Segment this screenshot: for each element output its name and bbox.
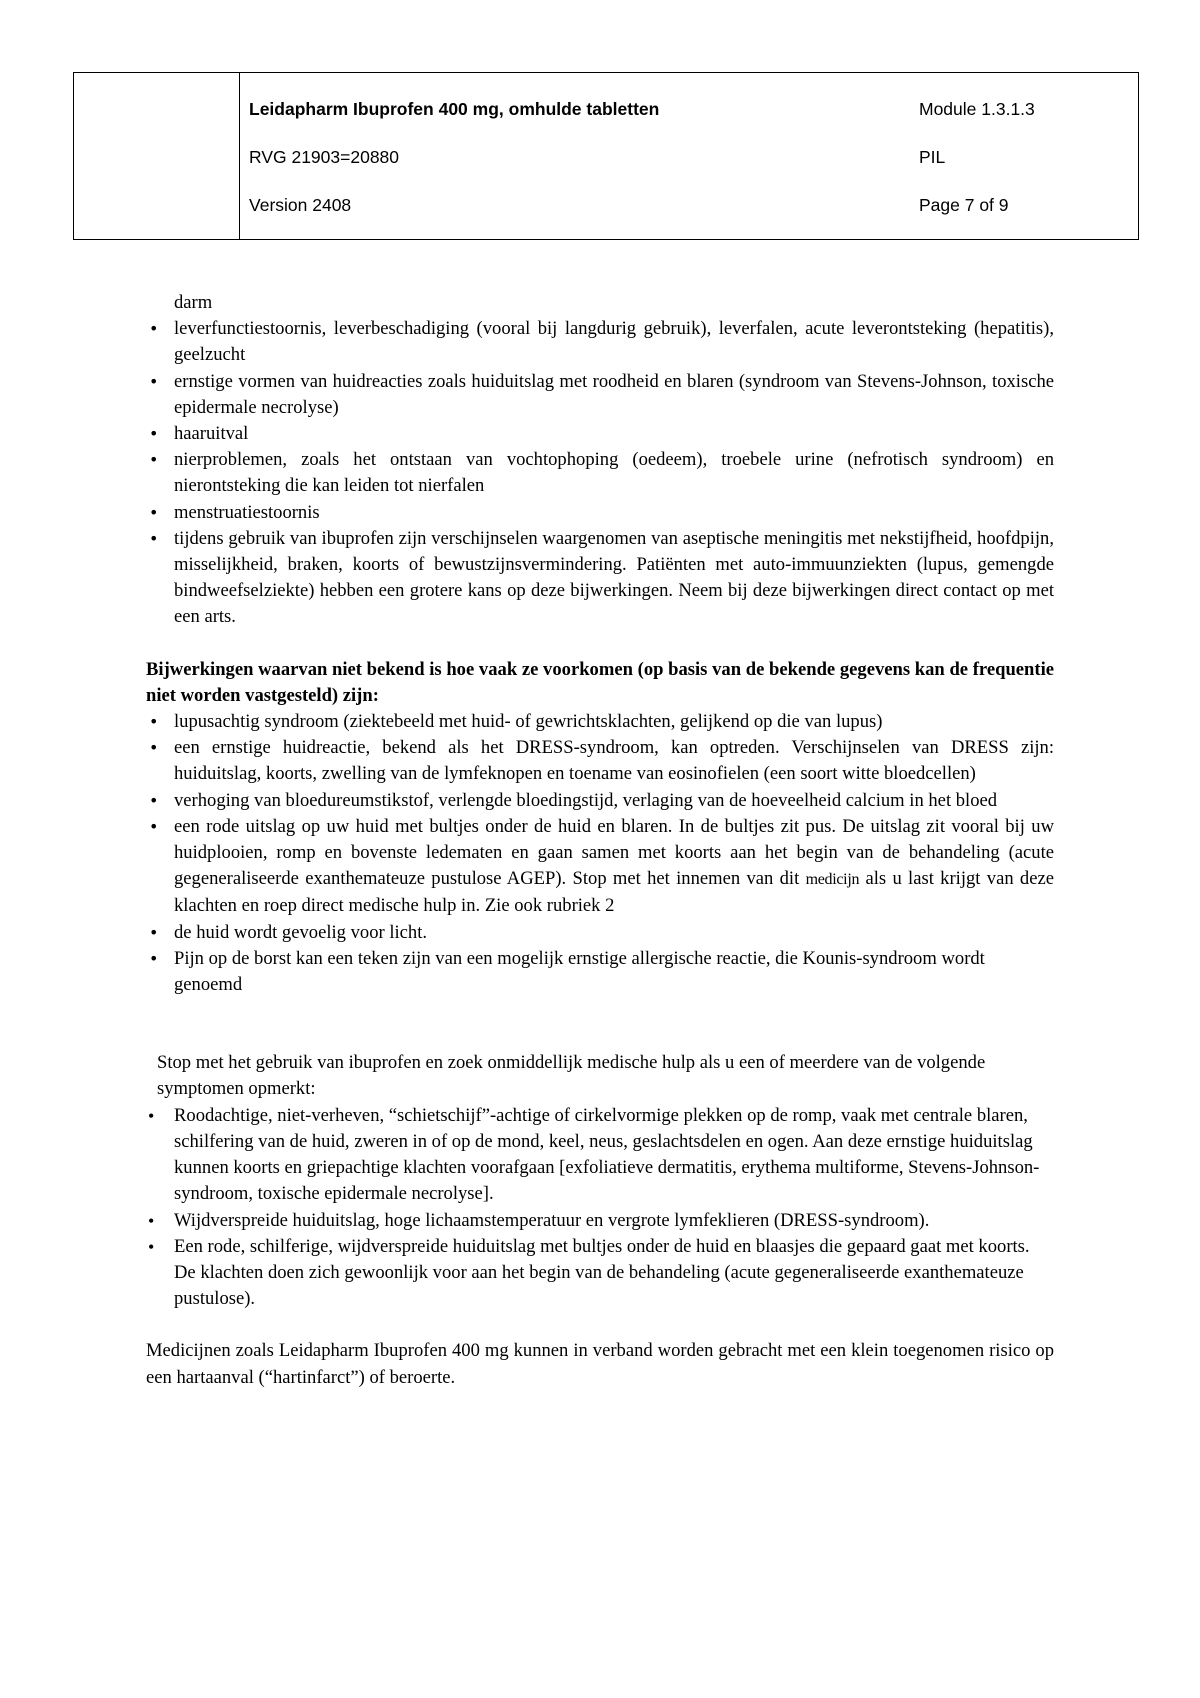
list-item: • lupusachtig syndroom (ziektebeeld met huid- of gewrichtsklachten, gelijkend op die van lupus) <box>146 709 1054 735</box>
bullet-icon: • <box>149 424 159 444</box>
bullet-icon: • <box>148 1210 155 1231</box>
list-item: • verhoging van bloedureumstikstof, verlengde bloedingstijd, verlaging van de hoeveelheid calcium in het bloed <box>146 788 1054 814</box>
list-item: • leverfunctiestoornis, leverbeschadiging (vooral bij langdurig gebruik), leverfalen, acute leverontsteking (hepatitis), geelzucht <box>149 318 1054 366</box>
side-effects-list-1 <box>146 316 1054 630</box>
page-number: Page 7 of 9 <box>919 195 1009 215</box>
bullet-icon: • <box>149 816 159 836</box>
continuation-text: darm <box>174 292 213 313</box>
product-title: Leidapharm Ibuprofen 400 mg, omhulde tabletten <box>249 99 660 119</box>
section-heading: Bijwerkingen waarvan niet bekend is hoe vaak ze voorkomen (op basis van de bekende gegevens kan de frequentie niet worden vastgesteld) zijn: <box>146 658 1054 706</box>
stop-section <box>135 1050 1054 1312</box>
module-label: Module 1.3.1.3 <box>919 99 1035 119</box>
bullet-icon: • <box>149 502 159 522</box>
final-paragraph: Medicijnen zoals Leidapharm Ibuprofen 400 mg kunnen in verband worden gebracht met een klein toegenomen risico op een hartaanval (“hartinfarct”) of beroerte. <box>146 1340 1054 1388</box>
bullet-icon: • <box>149 528 159 548</box>
list-item: • menstruatiestoornis <box>146 500 1054 526</box>
doc-type-label: PIL <box>919 147 946 167</box>
version-label: Version 2408 <box>249 195 352 215</box>
list-item: • Roodachtige, niet-verheven, “schietschijf”-achtige of cirkelvormige plekken op de romp, vaak met centrale blaren, schilfering van de huid, zweren in of op de mond, keel, neus, geslachtsdelen en ogen. Aan deze ernstige huiduitslag kunnen koorts en griepachtige klachten voorafgaan [exfoliatieve dermatitis, erythema multiforme, Stevens-Johnson-syndroom, toxische epidermale necrolyse]. <box>148 1104 1040 1205</box>
list-item-agep: • een rode uitslag op uw huid met bultjes onder de huid en blaren. In de bultjes zit pus. De uitslag zit vooral bij uw huidplooien, romp en bovenste ledematen en gaan samen met koorts aan het begin van de behandeling (acute gegeneraliseerde exanthemateuze pustulose AGEP). Stop met het innemen van dit medicijn als u last krijgt van deze klachten en roep direct medische hulp in. Zie ook rubriek 2 <box>149 815 1054 917</box>
document-body <box>146 290 1054 1391</box>
bullet-icon: • <box>149 922 159 942</box>
list-item: • nierproblemen, zoals het ontstaan van vochtophoping (oedeem), troebele urine (nefrotisch syndroom) en nierontsteking die kan leiden tot nierfalen <box>149 449 1054 497</box>
list-item: • haaruitval <box>146 421 1054 447</box>
bullet-icon: • <box>148 1236 155 1257</box>
bullet-icon: • <box>149 712 159 732</box>
header-table <box>73 72 1139 240</box>
severe-symptoms-list <box>146 1103 1054 1313</box>
list-item: • de huid wordt gevoelig voor licht. <box>146 920 1054 946</box>
bullet-icon: • <box>149 948 159 968</box>
list-item: • een ernstige huidreactie, bekend als het DRESS-syndroom, kan optreden. Verschijnselen van DRESS zijn: huiduitslag, koorts, zwelling van de lymfeknopen en toename van eosinofielen (een soort witte bloedcellen) <box>149 737 1054 785</box>
list-item: • tijdens gebruik van ibuprofen zijn verschijnselen waargenomen van aseptische meningitis met nekstijfheid, hoofdpijn, misselijkheid, braken, koorts of bewustzijnsvermindering. Patiënten met auto-immuunziekten (lupus, gemengde bindweefselziekte) hebben een grotere kans op deze bijwerkingen. Neem bij deze bijwerkingen direct contact op met een arts. <box>149 527 1054 628</box>
bullet-icon: • <box>149 371 159 391</box>
list-item: • Pijn op de borst kan een teken zijn van een mogelijk ernstige allergische reactie, die Kounis-syndroom wordt genoemd <box>149 947 985 996</box>
header-logo-cell <box>74 73 240 239</box>
bullet-icon: • <box>148 1105 155 1126</box>
rvg-number: RVG 21903=20880 <box>249 147 400 167</box>
list-item: • ernstige vormen van huidreacties zoals huiduitslag met roodheid en blaren (syndroom van Stevens-Johnson, toxische epidermale necrolyse) <box>149 370 1054 418</box>
bullet-icon: • <box>149 738 159 758</box>
side-effects-list-2 <box>146 709 1054 998</box>
bullet-icon: • <box>149 450 159 470</box>
bullet-icon: • <box>149 790 159 810</box>
list-item: • Een rode, schilferige, wijdverspreide huiduitslag met bultjes onder de huid en blaasjes die gepaard gaat met koorts. De klachten doen zich gewoonlijk voor aan het begin van de behandeling (acute gegeneraliseerde exanthemateuze pustulose). <box>148 1235 1030 1310</box>
list-item: • Wijdverspreide huiduitslag, hoge lichaamstemperatuur en vergrote lymfeklieren (DRESS-syndroom). <box>146 1208 1054 1234</box>
stop-intro: Stop met het gebruik van ibuprofen en zoek onmiddellijk medische hulp als u een of meerdere van de volgende symptomen opmerkt: <box>157 1052 986 1100</box>
bullet-icon: • <box>149 319 159 339</box>
